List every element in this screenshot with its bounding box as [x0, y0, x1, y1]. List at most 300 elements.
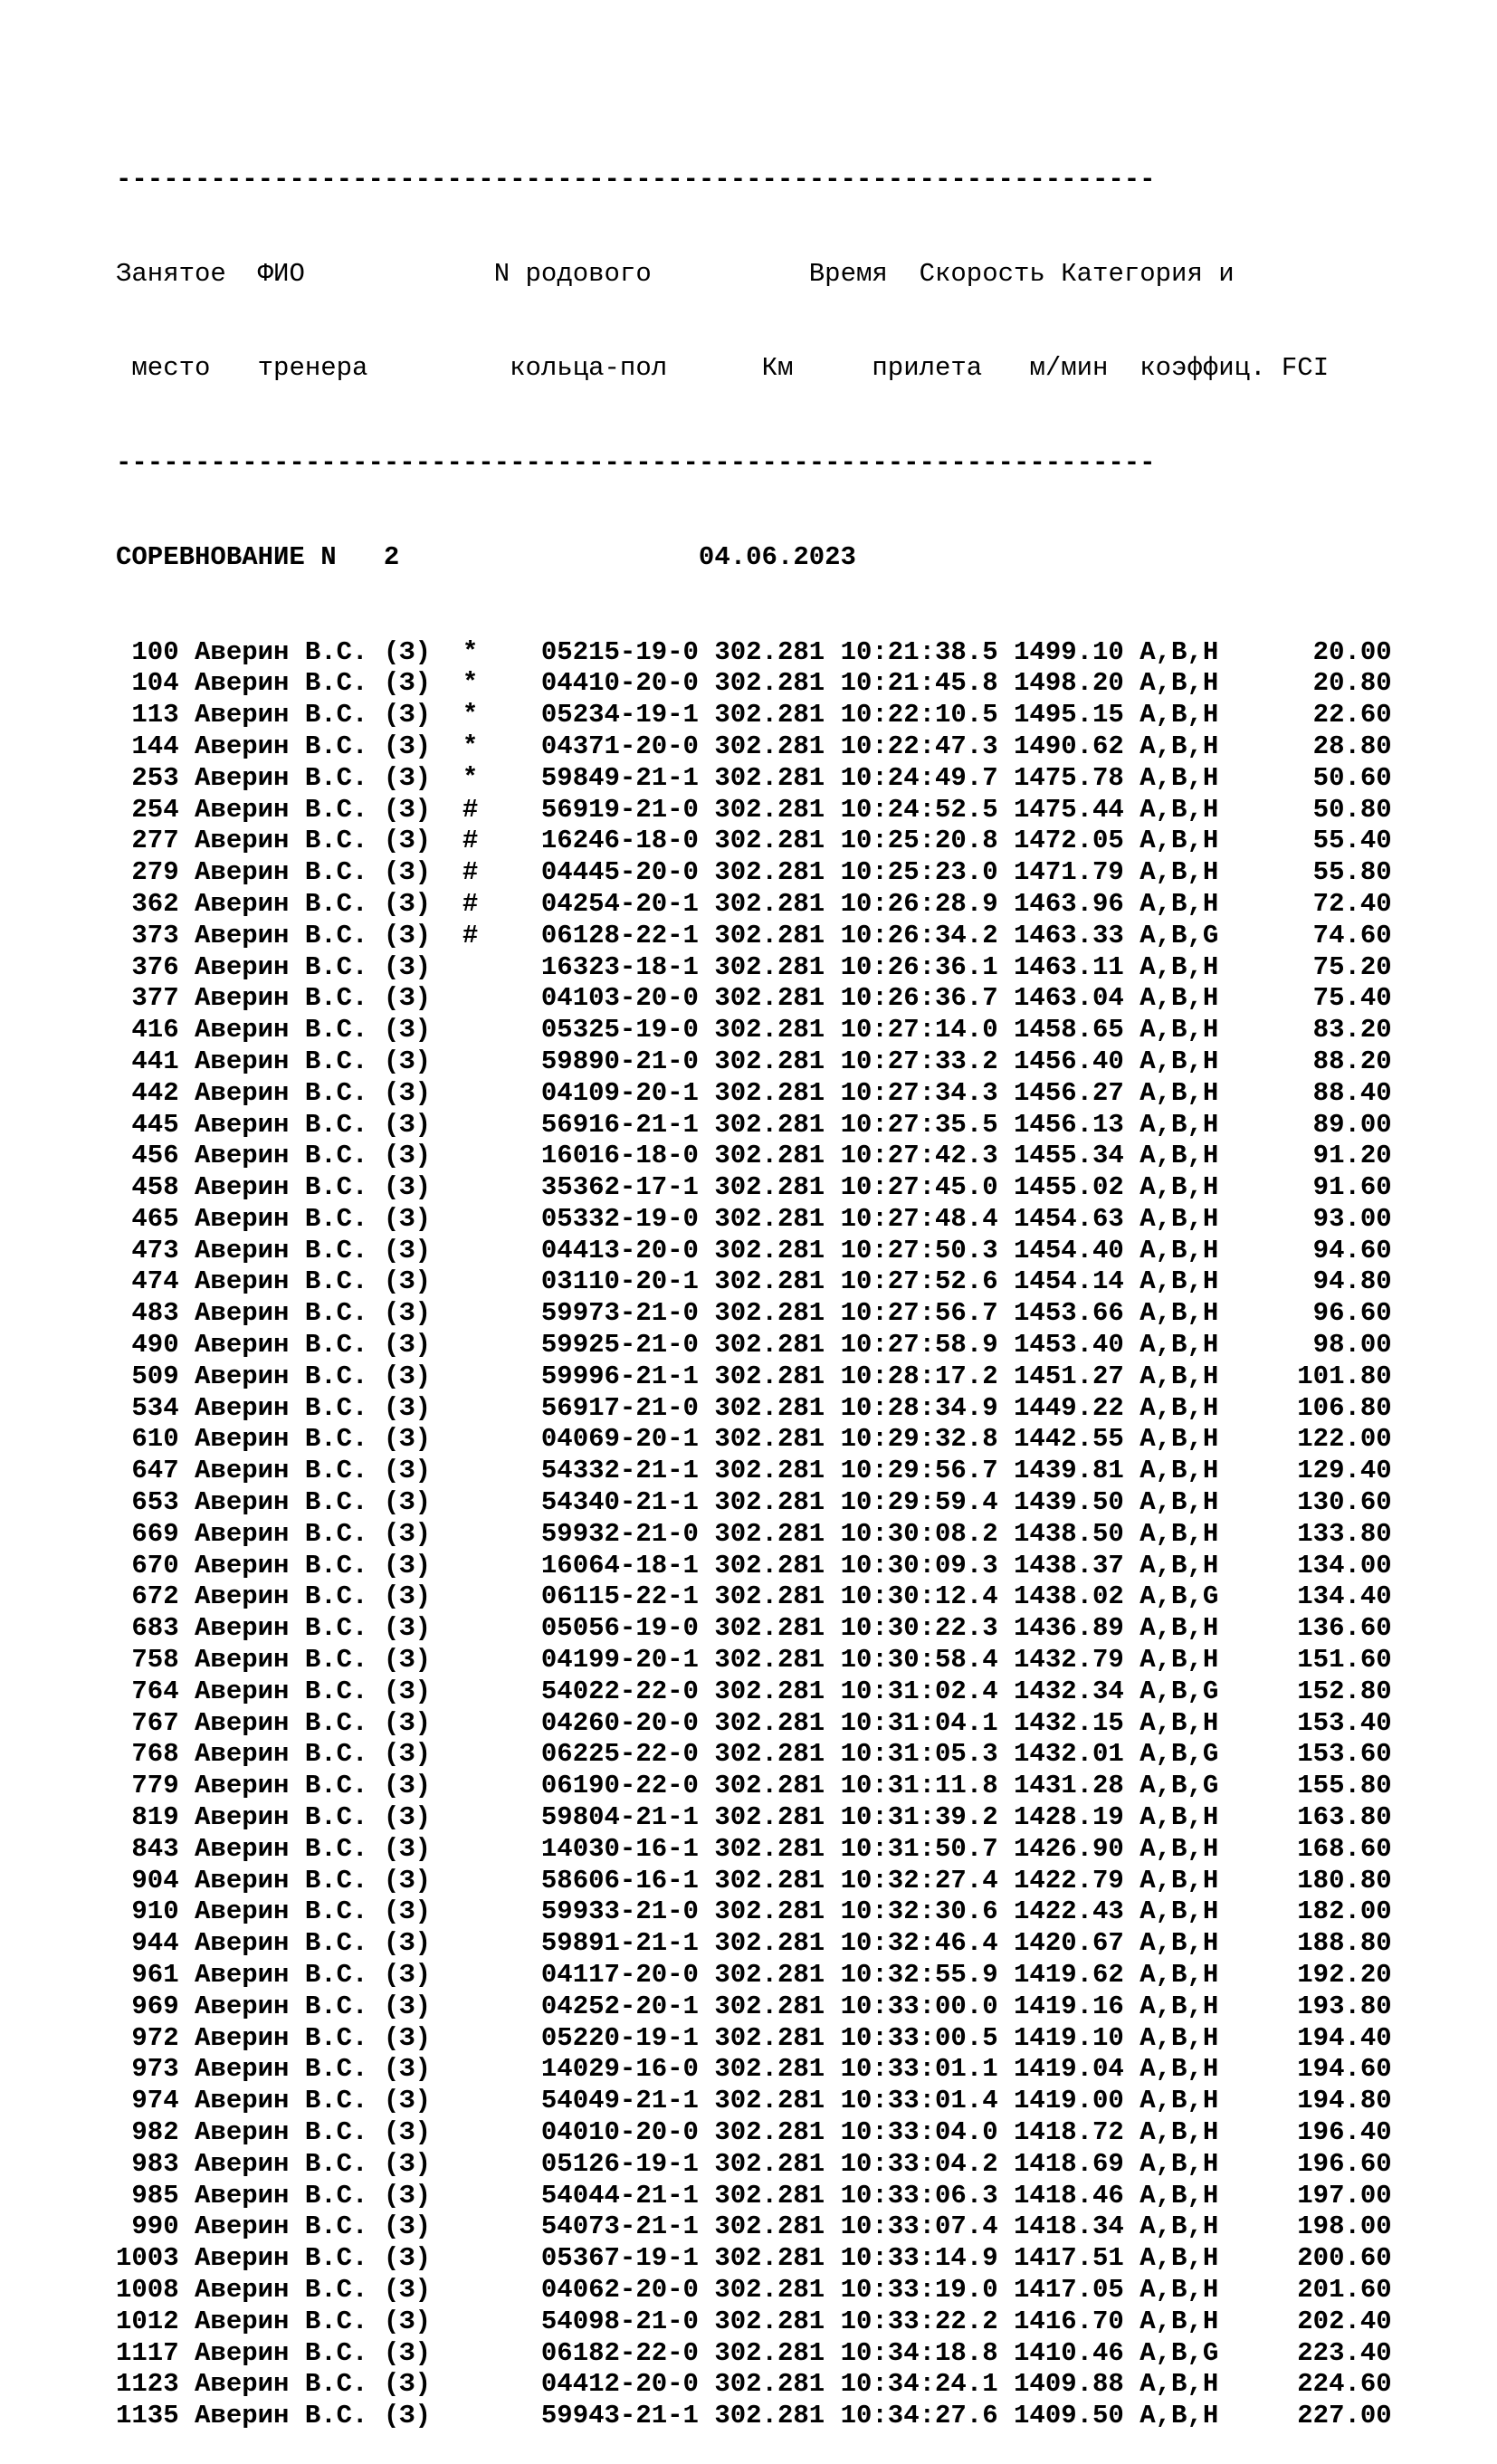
ring-number-cell: 54049-21-1 — [540, 2086, 715, 2116]
ring-number-cell: 04010-20-0 — [540, 2117, 715, 2147]
arrival-time-cell: 10:34:27.6 — [840, 2401, 1015, 2431]
arrival-time-cell: 10:24:49.7 — [840, 762, 1015, 793]
arrival-time-cell: 10:25:23.0 — [840, 857, 1015, 888]
ring-number-cell: 59849-21-1 — [540, 762, 715, 793]
ring-number-cell: 04260-20-0 — [540, 1707, 715, 1738]
mark-cell — [462, 1236, 541, 1265]
arrival-time-cell: 10:21:45.8 — [840, 668, 1015, 699]
mark-cell — [462, 1456, 541, 1485]
zone-cell: (З) — [383, 1833, 462, 1864]
header-place-label: Занятое — [116, 258, 226, 289]
zone-cell: (З) — [383, 1613, 462, 1644]
speed-cell: 1419.00 — [1014, 2086, 1140, 2116]
distance-cell: 302.281 — [714, 826, 841, 856]
zone-cell: (З) — [383, 2274, 462, 2305]
fci-coef-cell: 94.60 — [1218, 1235, 1392, 1265]
distance-cell: 302.281 — [714, 1361, 841, 1391]
mark-cell — [462, 1078, 541, 1108]
place-cell: 764 — [116, 1676, 179, 1706]
distance-cell: 302.281 — [714, 1424, 841, 1455]
table-row — [116, 1771, 1392, 1802]
zone-cell: (З) — [383, 888, 462, 919]
arrival-time-cell: 10:33:19.0 — [840, 2274, 1015, 2305]
table-row — [116, 668, 1392, 700]
category-cell: A,B,H — [1139, 1865, 1219, 1896]
ring-number-cell: 54073-21-1 — [540, 2211, 715, 2242]
arrival-time-cell: 10:33:04.2 — [840, 2148, 1015, 2179]
mark-cell — [462, 1960, 541, 1990]
table-row — [116, 1928, 1392, 1960]
arrival-time-cell: 10:28:17.2 — [840, 1361, 1015, 1391]
header-place-sub: место — [131, 353, 211, 384]
fci-coef-cell: 74.60 — [1218, 920, 1392, 950]
zone-cell: (З) — [383, 2401, 462, 2431]
speed-cell: 1417.05 — [1014, 2274, 1140, 2305]
table-row — [116, 1046, 1392, 1078]
mark-cell — [462, 1896, 541, 1926]
coach-name-cell: Аверин В.С. — [178, 857, 384, 888]
coach-name-cell: Аверин В.С. — [178, 1298, 384, 1329]
coach-name-cell: Аверин В.С. — [178, 2054, 384, 2085]
distance-cell: 302.281 — [714, 1235, 841, 1265]
place-cell: 990 — [116, 2211, 179, 2242]
zone-cell: (З) — [383, 1298, 462, 1329]
place-cell: 669 — [116, 1518, 179, 1549]
place-cell: 910 — [116, 1896, 179, 1927]
place-cell: 534 — [116, 1392, 179, 1423]
competition-line — [116, 542, 1392, 574]
speed-cell: 1442.55 — [1014, 1424, 1140, 1455]
distance-cell: 302.281 — [714, 2180, 841, 2211]
table-row — [116, 2338, 1392, 2370]
ring-number-cell: 59932-21-0 — [540, 1518, 715, 1549]
mark-cell — [462, 1551, 541, 1581]
table-row — [116, 1487, 1392, 1519]
category-cell: A,B,H — [1139, 2086, 1219, 2116]
zone-cell: (З) — [383, 1550, 462, 1581]
arrival-time-cell: 10:33:00.0 — [840, 1991, 1015, 2021]
fci-coef-cell: 20.80 — [1218, 668, 1392, 699]
coach-name-cell: Аверин В.С. — [178, 2337, 384, 2368]
table-row — [116, 952, 1392, 984]
place-cell: 944 — [116, 1928, 179, 1959]
category-cell: A,B,H — [1139, 2054, 1219, 2085]
fci-coef-cell: 153.60 — [1218, 1739, 1392, 1770]
arrival-time-cell: 10:26:36.7 — [840, 983, 1015, 1014]
coach-name-cell: Аверин В.С. — [178, 2117, 384, 2147]
coach-name-cell: Аверин В.С. — [178, 2211, 384, 2242]
category-cell: A,B,H — [1139, 2022, 1219, 2053]
distance-cell: 302.281 — [714, 762, 841, 793]
mark-cell — [462, 1991, 541, 2021]
arrival-time-cell: 10:31:05.3 — [840, 1739, 1015, 1770]
zone-cell: (З) — [383, 2211, 462, 2242]
category-cell: A,B,H — [1139, 1928, 1219, 1959]
category-cell: A,B,G — [1139, 1676, 1219, 1706]
distance-cell: 302.281 — [714, 1141, 841, 1171]
zone-cell: (З) — [383, 983, 462, 1014]
arrival-time-cell: 10:27:52.6 — [840, 1266, 1015, 1297]
place-cell: 672 — [116, 1581, 179, 1612]
coach-name-cell: Аверин В.С. — [178, 1109, 384, 1140]
mark-cell: # — [462, 857, 541, 888]
coach-name-cell: Аверин В.С. — [178, 1960, 384, 1991]
mark-cell — [462, 1015, 541, 1045]
zone-cell: (З) — [383, 2243, 462, 2274]
arrival-time-cell: 10:31:11.8 — [840, 1771, 1015, 1801]
ring-number-cell: 59933-21-0 — [540, 1896, 715, 1927]
speed-cell: 1456.40 — [1014, 1046, 1140, 1076]
table-row — [116, 1266, 1392, 1298]
coach-name-cell: Аверин В.С. — [178, 1046, 384, 1076]
ring-number-cell: 04109-20-1 — [540, 1077, 715, 1108]
fci-coef-cell: 201.60 — [1218, 2274, 1392, 2305]
speed-cell: 1438.50 — [1014, 1518, 1140, 1549]
fci-coef-cell: 72.40 — [1218, 888, 1392, 919]
category-cell: A,B,H — [1139, 1456, 1219, 1486]
table-row — [116, 1866, 1392, 1897]
distance-cell: 302.281 — [714, 2148, 841, 2179]
ring-number-cell: 04254-20-1 — [540, 888, 715, 919]
header-separator: ------------------------------------------------------------------ — [116, 447, 1156, 478]
zone-cell: (З) — [383, 2306, 462, 2336]
fci-coef-cell: 227.00 — [1218, 2401, 1392, 2431]
coach-name-cell: Аверин В.С. — [178, 1613, 384, 1644]
distance-cell: 302.281 — [714, 1456, 841, 1486]
speed-cell: 1432.34 — [1014, 1676, 1140, 1706]
fci-coef-cell: 89.00 — [1218, 1109, 1392, 1140]
mark-cell — [462, 2211, 541, 2241]
category-cell: A,B,H — [1139, 2401, 1219, 2431]
arrival-time-cell: 10:32:30.6 — [840, 1896, 1015, 1927]
zone-cell: (З) — [383, 1676, 462, 1706]
mark-cell — [462, 2149, 541, 2179]
category-cell: A,B,H — [1139, 700, 1219, 731]
zone-cell: (З) — [383, 857, 462, 888]
zone-cell: (З) — [383, 2369, 462, 2400]
mark-cell: * — [462, 668, 541, 699]
zone-cell: (З) — [383, 1991, 462, 2021]
ring-number-cell: 04103-20-0 — [540, 983, 715, 1014]
ring-number-cell: 35362-17-1 — [540, 1172, 715, 1203]
table-row — [116, 1708, 1392, 1740]
ring-number-cell: 06128-22-1 — [540, 920, 715, 950]
header-speed-unit: м/мин — [1029, 353, 1109, 384]
mark-cell — [462, 2243, 541, 2273]
arrival-time-cell: 10:27:48.4 — [840, 1203, 1015, 1234]
mark-cell — [462, 2054, 541, 2084]
speed-cell: 1453.66 — [1014, 1298, 1140, 1329]
zone-cell: (З) — [383, 1928, 462, 1959]
category-cell: A,B,H — [1139, 636, 1219, 667]
table-row — [116, 795, 1392, 826]
place-cell: 416 — [116, 1015, 179, 1046]
fci-coef-cell: 193.80 — [1218, 1991, 1392, 2021]
category-cell: A,B,H — [1139, 1109, 1219, 1140]
fci-coef-cell: 163.80 — [1218, 1802, 1392, 1833]
fci-coef-cell: 101.80 — [1218, 1361, 1392, 1391]
mark-cell — [462, 1771, 541, 1800]
place-cell: 1117 — [116, 2337, 179, 2368]
coach-name-cell: Аверин В.С. — [178, 1424, 384, 1455]
speed-cell: 1418.72 — [1014, 2117, 1140, 2147]
distance-cell: 302.281 — [714, 1550, 841, 1581]
speed-cell: 1438.37 — [1014, 1550, 1140, 1581]
arrival-time-cell: 10:29:32.8 — [840, 1424, 1015, 1455]
header-ring-sub: кольца-пол — [510, 353, 668, 384]
fci-coef-cell: 197.00 — [1218, 2180, 1392, 2211]
zone-cell: (З) — [383, 731, 462, 761]
category-cell: A,B,H — [1139, 1046, 1219, 1076]
table-row — [116, 763, 1392, 795]
fci-coef-cell: 155.80 — [1218, 1771, 1392, 1801]
table-row — [116, 826, 1392, 857]
zone-cell: (З) — [383, 2148, 462, 2179]
category-cell: A,B,H — [1139, 826, 1219, 856]
arrival-time-cell: 10:27:56.7 — [840, 1298, 1015, 1329]
distance-cell: 302.281 — [714, 983, 841, 1014]
ring-number-cell: 14030-16-1 — [540, 1833, 715, 1864]
fci-coef-cell: 134.00 — [1218, 1550, 1392, 1581]
category-cell: A,B,G — [1139, 1739, 1219, 1770]
zone-cell: (З) — [383, 1361, 462, 1391]
speed-cell: 1409.88 — [1014, 2369, 1140, 2400]
zone-cell: (З) — [383, 1109, 462, 1140]
table-row — [116, 2023, 1392, 2055]
coach-name-cell: Аверин В.С. — [178, 1865, 384, 1896]
arrival-time-cell: 10:34:18.8 — [840, 2337, 1015, 2368]
place-cell: 277 — [116, 826, 179, 856]
distance-cell: 302.281 — [714, 1833, 841, 1864]
mark-cell — [462, 1928, 541, 1958]
coach-name-cell: Аверин В.С. — [178, 1235, 384, 1265]
speed-cell: 1463.33 — [1014, 920, 1140, 950]
distance-cell: 302.281 — [714, 1298, 841, 1329]
table-row — [116, 1330, 1392, 1361]
distance-cell: 302.281 — [714, 1991, 841, 2021]
speed-cell: 1463.11 — [1014, 951, 1140, 982]
category-cell: A,B,H — [1139, 2369, 1219, 2400]
zone-cell: (З) — [383, 1203, 462, 1234]
arrival-time-cell: 10:27:33.2 — [840, 1046, 1015, 1076]
distance-cell: 302.281 — [714, 951, 841, 982]
coach-name-cell: Аверин В.С. — [178, 2243, 384, 2274]
speed-cell: 1438.02 — [1014, 1581, 1140, 1612]
coach-name-cell: Аверин В.С. — [178, 1991, 384, 2021]
place-cell: 843 — [116, 1833, 179, 1864]
speed-cell: 1422.79 — [1014, 1865, 1140, 1896]
table-row — [116, 637, 1392, 669]
arrival-time-cell: 10:27:45.0 — [840, 1172, 1015, 1203]
mark-cell — [462, 1424, 541, 1454]
speed-cell: 1455.34 — [1014, 1141, 1140, 1171]
coach-name-cell: Аверин В.С. — [178, 794, 384, 825]
zone-cell: (З) — [383, 1487, 462, 1518]
arrival-time-cell: 10:33:01.1 — [840, 2054, 1015, 2085]
coach-name-cell: Аверин В.С. — [178, 1896, 384, 1927]
mark-cell — [462, 1393, 541, 1423]
arrival-time-cell: 10:22:10.5 — [840, 700, 1015, 731]
distance-cell: 302.281 — [714, 2086, 841, 2116]
place-cell: 610 — [116, 1424, 179, 1455]
mark-cell — [462, 1676, 541, 1706]
mark-cell: * — [462, 636, 541, 667]
fci-coef-cell: 133.80 — [1218, 1518, 1392, 1549]
speed-cell: 1456.13 — [1014, 1109, 1140, 1140]
table-row — [116, 2211, 1392, 2243]
fci-coef-cell: 91.60 — [1218, 1172, 1392, 1203]
table-row — [116, 1298, 1392, 1330]
fci-coef-cell: 188.80 — [1218, 1928, 1392, 1959]
zone-cell: (З) — [383, 1141, 462, 1171]
mark-cell — [462, 1519, 541, 1549]
place-cell: 279 — [116, 857, 179, 888]
coach-name-cell: Аверин В.С. — [178, 1645, 384, 1676]
place-cell: 974 — [116, 2086, 179, 2116]
zone-cell: (З) — [383, 2117, 462, 2147]
speed-cell: 1422.43 — [1014, 1896, 1140, 1927]
arrival-time-cell: 10:34:24.1 — [840, 2369, 1015, 2400]
zone-cell: (З) — [383, 1266, 462, 1297]
arrival-time-cell: 10:25:20.8 — [840, 826, 1015, 856]
category-cell: A,B,H — [1139, 794, 1219, 825]
coach-name-cell: Аверин В.С. — [178, 920, 384, 950]
table-row — [116, 700, 1392, 731]
arrival-time-cell: 10:28:34.9 — [840, 1392, 1015, 1423]
fci-coef-cell: 151.60 — [1218, 1645, 1392, 1676]
ring-number-cell: 06115-22-1 — [540, 1581, 715, 1612]
mark-cell — [462, 1613, 541, 1643]
fci-coef-cell: 28.80 — [1218, 731, 1392, 761]
coach-name-cell: Аверин В.С. — [178, 2306, 384, 2336]
arrival-time-cell: 10:27:58.9 — [840, 1330, 1015, 1361]
table-row — [116, 2149, 1392, 2181]
coach-name-cell: Аверин В.С. — [178, 1739, 384, 1770]
mark-cell — [462, 2117, 541, 2147]
distance-cell: 302.281 — [714, 1109, 841, 1140]
category-cell: A,B,G — [1139, 1771, 1219, 1801]
distance-cell: 302.281 — [714, 1676, 841, 1706]
category-cell: A,B,H — [1139, 888, 1219, 919]
place-cell: 779 — [116, 1771, 179, 1801]
distance-cell: 302.281 — [714, 794, 841, 825]
ring-number-cell: 16064-18-1 — [540, 1550, 715, 1581]
arrival-time-cell: 10:33:04.0 — [840, 2117, 1015, 2147]
ring-number-cell: 04413-20-0 — [540, 1235, 715, 1265]
zone-cell: (З) — [383, 1896, 462, 1927]
fci-coef-cell: 122.00 — [1218, 1424, 1392, 1455]
zone-cell: (З) — [383, 1330, 462, 1361]
mark-cell — [462, 1739, 541, 1769]
category-cell: A,B,H — [1139, 1015, 1219, 1046]
zone-cell: (З) — [383, 1960, 462, 1991]
zone-cell: (З) — [383, 1707, 462, 1738]
distance-cell: 302.281 — [714, 1613, 841, 1644]
distance-cell: 302.281 — [714, 1330, 841, 1361]
fci-coef-cell: 192.20 — [1218, 1960, 1392, 1991]
table-row — [116, 1110, 1392, 1141]
mark-cell — [462, 952, 541, 982]
mark-cell — [462, 2338, 541, 2368]
distance-cell: 302.281 — [714, 1739, 841, 1770]
coach-name-cell: Аверин В.С. — [178, 951, 384, 982]
arrival-time-cell: 10:27:42.3 — [840, 1141, 1015, 1171]
place-cell: 456 — [116, 1141, 179, 1171]
header-arrival-sub: прилета — [872, 353, 983, 384]
fci-coef-cell: 83.20 — [1218, 1015, 1392, 1046]
fci-coef-cell: 194.60 — [1218, 2054, 1392, 2085]
distance-cell: 302.281 — [714, 1015, 841, 1046]
speed-cell: 1439.81 — [1014, 1456, 1140, 1486]
fci-coef-cell: 75.40 — [1218, 983, 1392, 1014]
ring-number-cell: 05215-19-0 — [540, 636, 715, 667]
category-cell: A,B,H — [1139, 1960, 1219, 1991]
arrival-time-cell: 10:27:14.0 — [840, 1015, 1015, 1046]
distance-cell: 302.281 — [714, 1896, 841, 1927]
coach-name-cell: Аверин В.С. — [178, 636, 384, 667]
speed-cell: 1453.40 — [1014, 1330, 1140, 1361]
zone-cell: (З) — [383, 2086, 462, 2116]
mark-cell — [462, 2401, 541, 2431]
distance-cell: 302.281 — [714, 1518, 841, 1549]
place-cell: 653 — [116, 1487, 179, 1518]
zone-cell: (З) — [383, 1392, 462, 1423]
fci-coef-cell: 55.80 — [1218, 857, 1392, 888]
ring-number-cell: 05220-19-1 — [540, 2022, 715, 2053]
speed-cell: 1490.62 — [1014, 731, 1140, 761]
distance-cell: 302.281 — [714, 1771, 841, 1801]
competition-number: 2 — [383, 542, 400, 573]
arrival-time-cell: 10:21:38.5 — [840, 636, 1015, 667]
category-cell: A,B,H — [1139, 2180, 1219, 2211]
distance-cell: 302.281 — [714, 1046, 841, 1076]
place-cell: 144 — [116, 731, 179, 761]
zone-cell: (З) — [383, 762, 462, 793]
distance-cell: 302.281 — [714, 1928, 841, 1959]
place-cell: 982 — [116, 2117, 179, 2147]
mark-cell — [462, 2275, 541, 2305]
arrival-time-cell: 10:32:55.9 — [840, 1960, 1015, 1991]
category-cell: A,B,H — [1139, 1424, 1219, 1455]
table-row — [116, 2181, 1392, 2212]
arrival-time-cell: 10:30:12.4 — [840, 1581, 1015, 1612]
speed-cell: 1420.67 — [1014, 1928, 1140, 1959]
place-cell: 441 — [116, 1046, 179, 1076]
top-separator: ------------------------------------------------------------------ — [116, 164, 1156, 195]
table-row — [116, 1424, 1392, 1456]
table-row — [116, 1078, 1392, 1110]
zone-cell: (З) — [383, 700, 462, 731]
category-cell: A,B,H — [1139, 762, 1219, 793]
table-row — [116, 2086, 1392, 2117]
place-cell: 767 — [116, 1707, 179, 1738]
speed-cell: 1419.04 — [1014, 2054, 1140, 2085]
coach-name-cell: Аверин В.С. — [178, 2022, 384, 2053]
competition-label: СОРЕВНОВАНИЕ N — [116, 542, 337, 573]
distance-cell: 302.281 — [714, 2054, 841, 2085]
place-cell: 113 — [116, 700, 179, 731]
distance-cell: 302.281 — [714, 1172, 841, 1203]
ring-number-cell: 06225-22-0 — [540, 1739, 715, 1770]
fci-coef-cell: 129.40 — [1218, 1456, 1392, 1486]
distance-cell: 302.281 — [714, 1581, 841, 1612]
header-fio-label: ФИО — [257, 258, 305, 289]
speed-cell: 1418.46 — [1014, 2180, 1140, 2211]
distance-cell: 302.281 — [714, 1077, 841, 1108]
coach-name-cell: Аверин В.С. — [178, 1141, 384, 1171]
coach-name-cell: Аверин В.С. — [178, 762, 384, 793]
category-cell: A,B,H — [1139, 983, 1219, 1014]
